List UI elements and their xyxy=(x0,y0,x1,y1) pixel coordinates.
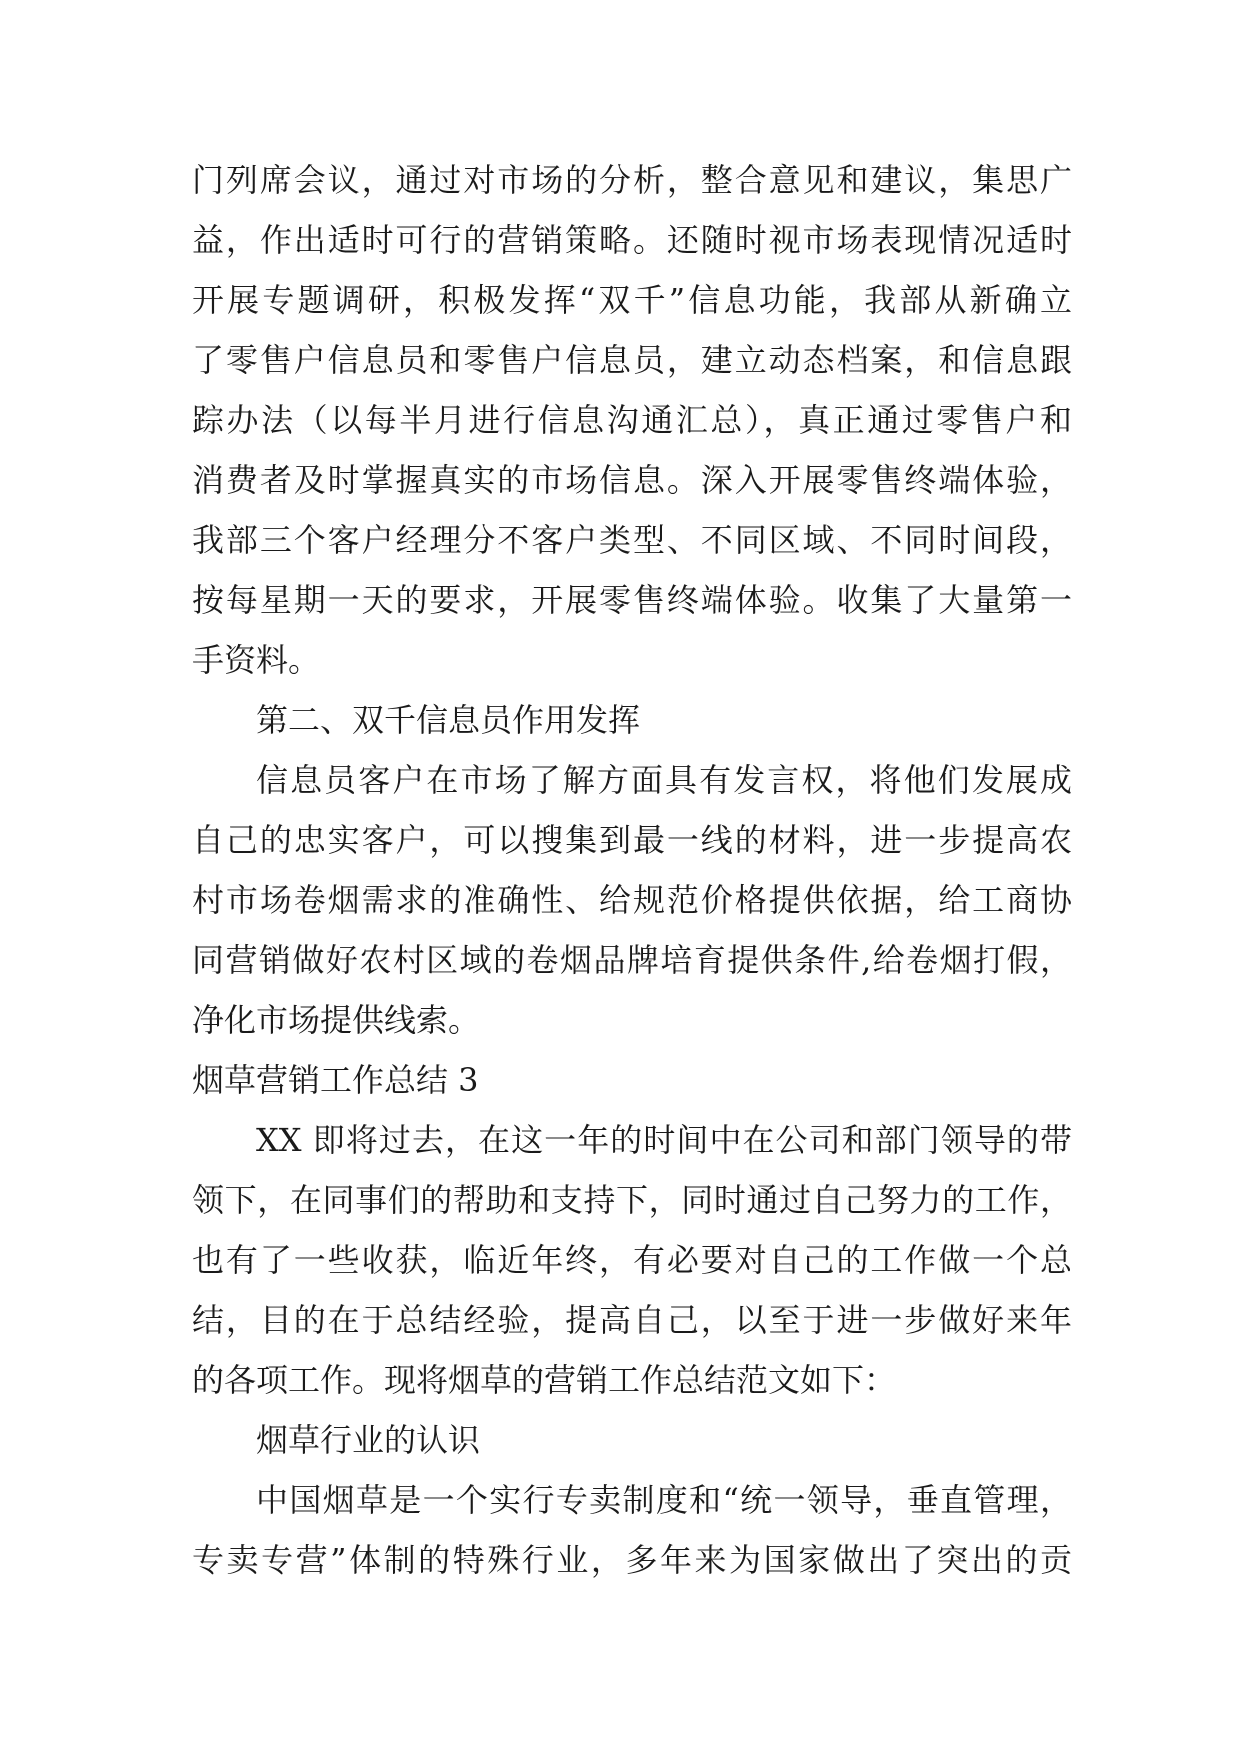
document-body xyxy=(192,150,1072,1590)
text-line: 按每星期一天的要求，开展零售终端体验。收集了大量第一 xyxy=(192,581,1072,619)
text-line: 了零售户信息员和零售户信息员，建立动态档案，和信息跟 xyxy=(192,341,1072,379)
section-heading: 第二、双千信息员作用发挥 xyxy=(256,701,641,739)
text-line: 门列席会议，通过对市场的分析，整合意见和建议，集思广 xyxy=(192,161,1072,199)
text-line: 结，目的在于总结经验，提高自己，以至于进一步做好来年 xyxy=(192,1301,1072,1339)
text-line: XX 即将过去，在这一年的时间中在公司和部门领导的带 xyxy=(256,1121,1072,1159)
text-line: 踪办法（以每半月进行信息沟通汇总），真正通过零售户和 xyxy=(192,401,1072,439)
text-line: 消费者及时掌握真实的市场信息。深入开展零售终端体验， xyxy=(192,461,1072,499)
text-line: 领下，在同事们的帮助和支持下，同时通过自己努力的工作， xyxy=(192,1181,1072,1219)
text-line: 自己的忠实客户，可以搜集到最一线的材料，进一步提高农 xyxy=(192,821,1072,859)
text-line: 净化市场提供线索。 xyxy=(192,1001,481,1039)
text-line: 手资料。 xyxy=(192,641,321,679)
text-line: 开展专题调研，积极发挥“双千”信息功能，我部从新确立 xyxy=(192,281,1072,319)
text-line: 益，作出适时可行的营销策略。还随时视市场表现情况适时 xyxy=(192,221,1072,259)
text-line: 专卖专营”体制的特殊行业，多年来为国家做出了突出的贡 xyxy=(192,1541,1072,1579)
text-line: 村市场卷烟需求的准确性、给规范价格提供依据，给工商协 xyxy=(192,881,1072,919)
text-line: 中国烟草是一个实行专卖制度和“统一领导，垂直管理， xyxy=(256,1481,1072,1519)
text-line: 我部三个客户经理分不客户类型、不同区域、不同时间段， xyxy=(192,521,1072,559)
text-line: 信息员客户在市场了解方面具有发言权，将他们发展成 xyxy=(256,761,1072,799)
text-line: 也有了一些收获，临近年终，有必要对自己的工作做一个总 xyxy=(192,1241,1072,1279)
text-line: 同营销做好农村区域的卷烟品牌培育提供条件,给卷烟打假， xyxy=(192,941,1072,979)
document-title: 烟草营销工作总结 3 xyxy=(192,1061,479,1099)
text-line: 的各项工作。现将烟草的营销工作总结范文如下： xyxy=(192,1361,897,1399)
section-heading: 烟草行业的认识 xyxy=(256,1421,481,1459)
